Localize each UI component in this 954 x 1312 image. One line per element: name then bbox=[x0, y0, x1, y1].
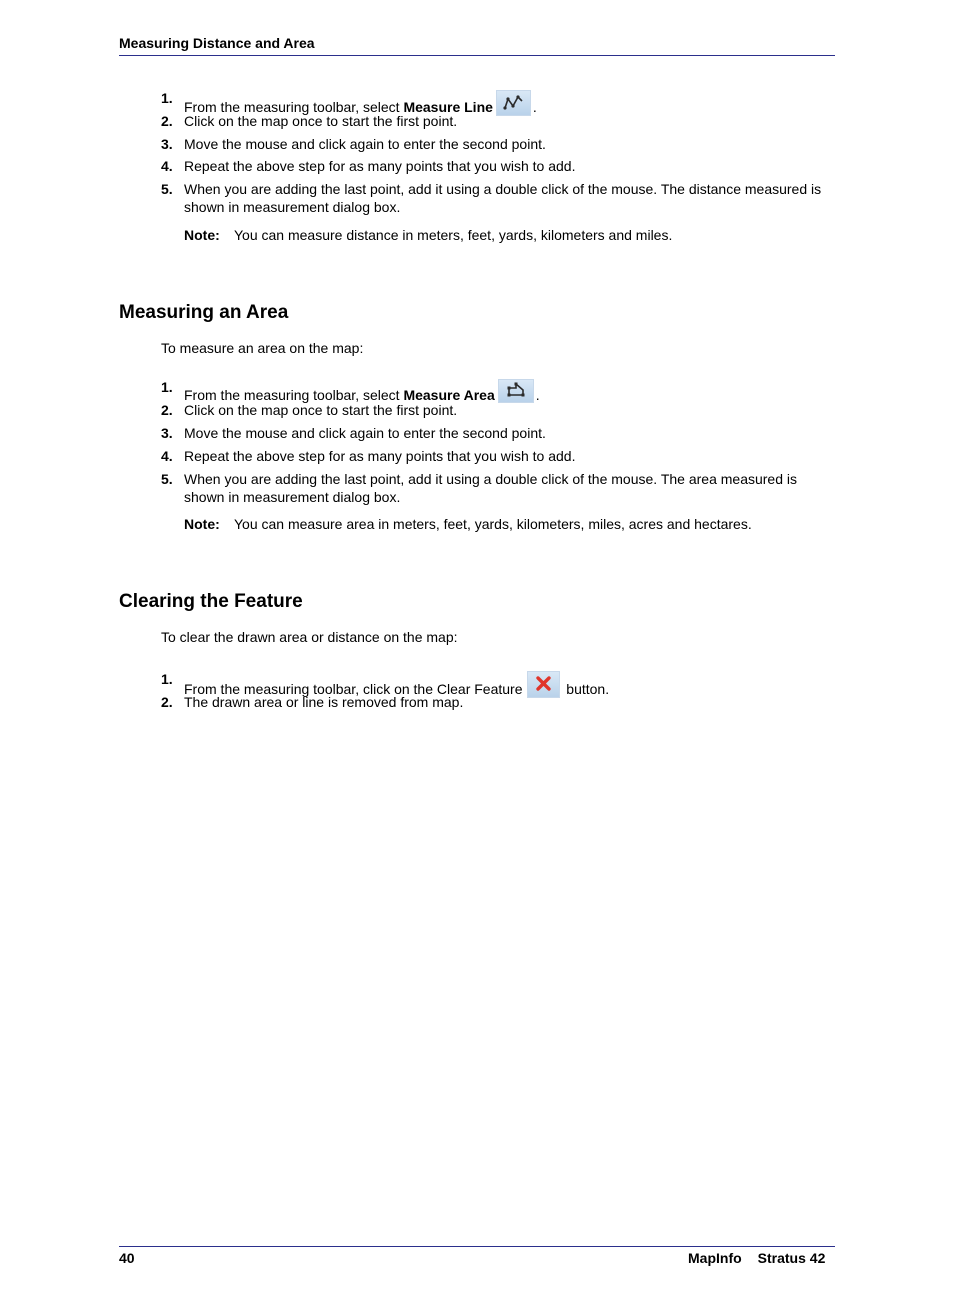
section-intro-area: To measure an area on the map: bbox=[161, 340, 364, 356]
section-heading-clear: Clearing the Feature bbox=[119, 591, 303, 612]
step-number: 3. bbox=[161, 425, 173, 441]
page-number: 40 bbox=[119, 1250, 135, 1266]
product-name: MapInfo bbox=[688, 1250, 742, 1266]
distance-note bbox=[184, 227, 672, 243]
step-number: 1. bbox=[161, 90, 173, 106]
step-number: 3. bbox=[161, 136, 173, 152]
step-number: 5. bbox=[161, 471, 173, 487]
step-number: 4. bbox=[161, 158, 173, 174]
step-text: Move the mouse and click again to enter the second point. bbox=[184, 136, 546, 152]
step-text: Repeat the above step for as many points that you wish to add. bbox=[184, 448, 576, 464]
section-heading-area: Measuring an Area bbox=[119, 302, 289, 323]
step-text: The drawn area or line is removed from map. bbox=[184, 694, 464, 710]
step-number: 2. bbox=[161, 402, 173, 418]
step-number: 5. bbox=[161, 181, 173, 197]
step-text: From the measuring toolbar, select Measure Area . bbox=[184, 379, 836, 405]
step-text: When you are adding the last point, add it using a double click of the mouse. The area measured is shown in measurement dialog box. bbox=[184, 471, 797, 505]
section-intro-clear: To clear the drawn area or distance on the map: bbox=[161, 629, 458, 645]
step-text: Click on the map once to start the first point. bbox=[184, 113, 458, 129]
step-text: Repeat the above step for as many points that you wish to add. bbox=[184, 158, 576, 174]
note-text: You can measure area in meters, feet, yards, kilometers, miles, acres and hectares. bbox=[234, 516, 752, 532]
measure-area-icon bbox=[498, 379, 534, 403]
step-number: 1. bbox=[161, 671, 173, 687]
step-text: Click on the map once to start the first point. bbox=[184, 402, 458, 418]
step-text: From the measuring toolbar, select Measure Line . bbox=[184, 90, 836, 117]
footer-rule bbox=[119, 1246, 835, 1247]
step-number: 2. bbox=[161, 113, 173, 129]
step-text: Move the mouse and click again to enter the second point. bbox=[184, 425, 546, 441]
measure-area-label: Measure Area bbox=[403, 387, 495, 403]
area-note bbox=[184, 516, 752, 532]
step-number: 1. bbox=[161, 379, 173, 395]
note-label: Note: bbox=[184, 227, 220, 243]
measure-line-label: Measure Line bbox=[403, 99, 493, 115]
step-text: When you are adding the last point, add it using a double click of the mouse. The distance measured is shown in measurement dialog box. bbox=[184, 181, 822, 215]
product-version: Stratus 42 bbox=[757, 1250, 826, 1266]
header-rule bbox=[119, 55, 835, 56]
note-label: Note: bbox=[184, 516, 220, 532]
running-header: Measuring Distance and Area bbox=[119, 35, 315, 51]
step-number: 2. bbox=[161, 694, 173, 710]
footer-product bbox=[688, 1250, 825, 1266]
note-text: You can measure distance in meters, feet, yards, kilometers and miles. bbox=[234, 227, 673, 243]
step-number: 4. bbox=[161, 448, 173, 464]
step-text: From the measuring toolbar, click on the Clear Feature button. bbox=[184, 671, 836, 699]
